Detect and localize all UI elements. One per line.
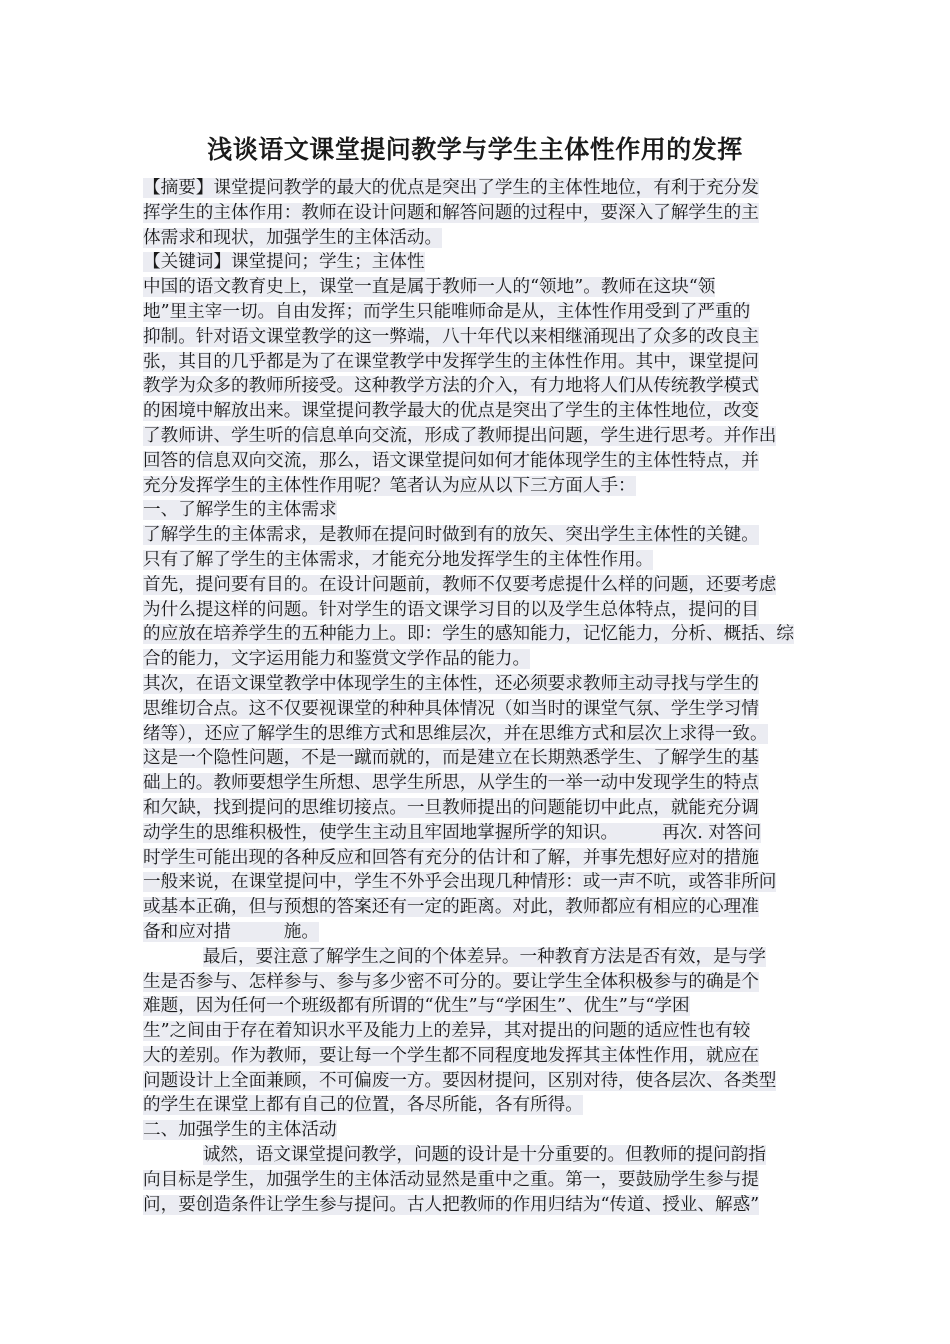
text-line [143, 325, 808, 350]
text-line-content: 的困境中解放出来。课堂提问教学最大的优点是突出了学生的主体性地位，改变 [143, 401, 759, 422]
text-line-content: 时学生可能出现的各种反应和回答有充分的估计和了解，并事先想好应对的措施 [143, 847, 759, 868]
text-line [143, 920, 808, 945]
text-line [143, 1193, 808, 1218]
text-line-content: 回答的信息双向交流，那么，语文课堂提问如何才能体现学生的主体性特点，并 [143, 450, 759, 471]
text-line-content: 首先，提问要有目的。在设计问题前，教师不仅要考虑提什么样的问题，还要考虑 [143, 574, 777, 595]
text-line [143, 895, 808, 920]
text-line [143, 722, 808, 747]
text-line-content: 其次，在语文课堂教学中体现学生的主体性，还必须要求教师主动寻找与学生的 [143, 673, 759, 694]
text-line [143, 201, 808, 226]
text-line [143, 548, 808, 573]
text-line-content: 问题设计上全面兼顾，不可偏废一方。要因材提问，区别对待，使各层次、各类型 [143, 1070, 777, 1091]
page-title: 浅谈语文课堂提问教学与学生主体性作用的发挥 [207, 135, 743, 164]
text-line-content: 一般来说，在课堂提问中，学生不外乎会出现几种情形：或一声不吭，或答非所问 [143, 872, 777, 893]
text-line-content: 二、加强学生的主体活动 [143, 1120, 337, 1141]
text-line [143, 1143, 808, 1168]
text-line-content: 难题，因为任何一个班级都有所谓的“优生”与“学困生”、优生”与“学困 [143, 996, 690, 1017]
text-line-content: 诚然，语文课堂提问教学，问题的设计是十分重要的。但教师的提问韵指 [202, 1145, 766, 1166]
text-line-content: 这是一个隐性问题，不是一蹴而就的，而是建立在长期熟悉学生、了解学生的基 [143, 748, 759, 769]
text-line-content: 生”之间由于存在着知识水平及能力上的差异，其对提出的问题的适应性也有较 [143, 1021, 751, 1042]
text-line [143, 226, 808, 251]
text-line-content: 和欠缺，找到提问的思维切接点。一旦教师提出的问题能切中此点，就能充分调 [143, 797, 759, 818]
text-line [143, 1069, 808, 1094]
text-line [143, 1044, 808, 1069]
text-line-content: 体需求和现状，加强学生的主体活动。 [143, 227, 443, 248]
text-line [143, 821, 808, 846]
text-line-content: 了教师讲、学生听的信息单向交流，形成了教师提出问题，学生进行思考。并作出 [143, 425, 777, 446]
text-line [143, 672, 808, 697]
text-line-content: 或基本正确，但与预想的答案还有一定的距离。对此，教师都应有相应的心理准 [143, 897, 759, 918]
text-line [143, 1168, 808, 1193]
text-line [143, 870, 808, 895]
text-line [143, 1019, 808, 1044]
text-line-content: 备和应对措 施。 [143, 921, 319, 942]
text-line [143, 399, 808, 424]
text-line-content: 生是否参与、怎样参与、参与多少密不可分的。要让学生全体积极参与的确是个 [143, 971, 759, 992]
text-line-content: 合的能力，文字运用能力和鉴赏文学作品的能力。 [143, 649, 531, 670]
text-line-content: 了解学生的主体需求，是教师在提问时做到有的放矢、突出学生主体性的关键。 [143, 525, 759, 546]
text-line-content: 张，其目的几乎都是为了在课堂教学中发挥学生的主体性作用。其中，课堂提问 [143, 351, 759, 372]
text-line-content: 充分发挥学生的主体性作用呢？笔者认为应从以下三方面人手： [143, 475, 636, 496]
text-line-content: 教学为众多的教师所接受。这种教学方法的介入，有力地将人们从传统教学模式 [143, 376, 759, 397]
text-line [143, 424, 808, 449]
text-line [143, 250, 808, 275]
text-line [143, 350, 808, 375]
text-line-content: 挥学生的主体作用：教师在设计问题和解答问题的过程中，要深入了解学生的主 [143, 202, 759, 223]
text-line [143, 598, 808, 623]
text-line [143, 647, 808, 672]
text-line [143, 846, 808, 871]
text-line [143, 1118, 808, 1143]
text-line [143, 945, 808, 970]
text-line [143, 374, 808, 399]
text-line [143, 449, 808, 474]
text-line [143, 275, 808, 300]
text-line-content: 思维切合点。这不仅要视课堂的种种具体情况（如当时的课堂气氛、学生学习情 [143, 698, 759, 719]
text-line [143, 176, 808, 201]
body-text [143, 176, 808, 1217]
text-line-content: 问，要创造条件让学生参与提问。古人把教师的作用归结为“传道、授业、解惑” [143, 1194, 760, 1215]
text-line [143, 697, 808, 722]
text-line-content: 绪等），还应了解学生的思维方式和思维层次，并在思维方式和层次上求得一致。 [143, 723, 768, 744]
text-line [143, 300, 808, 325]
text-line-content: 大的差别。作为教师，要让每一个学生都不同程度地发挥其主体性作用，就应在 [143, 1045, 759, 1066]
text-line-content: 的应放在培养学生的五种能力上。即：学生的感知能力，记忆能力，分析、概括、综 [143, 624, 794, 645]
text-line-content: 中国的语文教育史上，课堂一直是属于教师一人的“领地”。教师在这块“领 [143, 277, 716, 298]
text-line [143, 622, 808, 647]
text-line [143, 573, 808, 598]
text-line-content: 【关键词】课堂提问；学生；主体性 [143, 252, 425, 273]
text-line-content: 抑制。针对语文课堂教学的这一弊端，八十年代以来相继涌现出了众多的改良主 [143, 326, 759, 347]
text-line [143, 970, 808, 995]
text-line-content: 【摘要】课堂提问教学的最大的优点是突出了学生的主体性地位，有利于充分发 [143, 178, 759, 198]
text-line-content: 最后，要注意了解学生之间的个体差异。一种教育方法是否有效，是与学 [202, 946, 766, 967]
text-line [143, 796, 808, 821]
text-line-content: 动学生的思维积极性，使学生主动且牢固地掌握所学的知识。 再次. 对答问 [143, 822, 762, 843]
text-line [143, 994, 808, 1019]
text-line-content: 一、了解学生的主体需求 [143, 500, 337, 521]
text-line-content: 向目标是学生，加强学生的主体活动显然是重中之重。第一，要鼓励学生参与提 [143, 1169, 759, 1190]
text-line-content: 只有了解了学生的主体需求，才能充分地发挥学生的主体性作用。 [143, 549, 654, 570]
text-line-content: 地”里主宰一切。自由发挥；而学生只能唯师命是从，主体性作用受到了严重的 [143, 301, 751, 322]
text-line-content: 的学生在课堂上都有自己的位置，各尽所能，各有所得。 [143, 1095, 583, 1116]
text-line-content: 为什么提这样的问题。针对学生的语文课学习目的以及学生总体特点，提问的目 [143, 599, 759, 620]
text-line [143, 771, 808, 796]
text-line [143, 1093, 808, 1118]
text-line [143, 523, 808, 548]
text-line-content: 础上的。教师要想学生所想、思学生所思，从学生的一举一动中发现学生的特点 [143, 773, 759, 794]
text-line [143, 498, 808, 523]
text-line [143, 474, 808, 499]
text-line [143, 746, 808, 771]
